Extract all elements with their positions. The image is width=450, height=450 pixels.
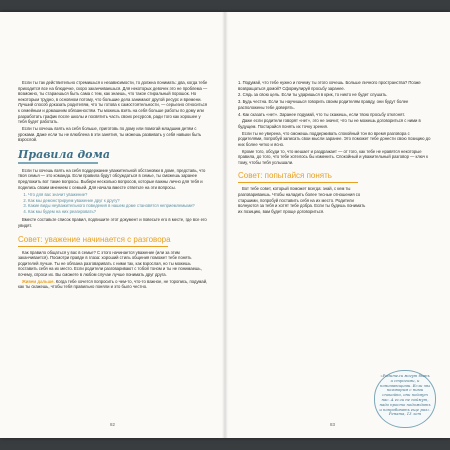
rules-heading: Правила дома [18, 147, 111, 161]
left-page [18, 80, 210, 291]
page-number-right: 83 [330, 422, 336, 427]
right-body-paragraph-3: Кроме того, обсуди то, что мешает и раздражает — от того, как тебе не нравятся некоторые правила, до того, что тебе хотелось бы изменить. Спокойный и уважительный разговор — ключ к тому, чтобы тебя услышали. [238, 148, 429, 165]
advice-body-left: Как правило общаться у вас в семье? С этого начинается уважение (или за этим заканчивается). Посмотри правде в глаза: хороший стиль общения поможет тебе понять родителей лучше. Ты не обязана разговаривать с ними так, как взрослая, но ты можешь поставить себя на их место. Если родители разговаривают с тобой тоном и ты не понимаешь, почему, спроси их. Вы сможете в любом случае лучше понимать друг друга. [18, 249, 202, 278]
right-numbered-list [238, 80, 434, 117]
rules-body: Если ты хочешь взять на себя поддержание уважительной обстановки в доме, представь, что твоя семья — это команда. Если правила будут обсуждаться в семье, ты сможешь заранее предложить вот такие вопросы. Выбери несколько вопросов, которые важны лично для тебя и поделись своим мнением с семьей. Для начала вместе ответьте на эти вопросы. [18, 167, 206, 190]
numbered-item: 2. Сядь за свою цель. Если ты ударишься в крик, то никто не будет слушать. [238, 92, 388, 98]
advice-heading-left-rule [18, 246, 168, 247]
rules-question-list [18, 192, 210, 214]
book-spread [0, 12, 450, 438]
right-body-paragraph-1: Даже если родители говорят «нет», это не значит, что ты не можешь договориться с ними в будущем. Постарайся понять их точку зрения. [238, 118, 421, 129]
advice-tail-left [18, 279, 210, 290]
rules-question-item: 4. Как мы будем на них реагировать? [28, 209, 210, 215]
page-number-left: 82 [110, 422, 116, 427]
numbered-item: 3. Будь честна. Если ты научишься говорить своим родителям правду, они будут более расположены тебе доверять. [238, 99, 409, 110]
advice-lead: Живем дальше. [22, 278, 55, 284]
advice-heading-right-rule [238, 182, 358, 183]
right-page [238, 80, 434, 216]
advice-heading-right: Совет: попытайся понять [238, 171, 332, 181]
rules-question-item: 2. Как мы демонстрируем уважение друг к другу? [28, 198, 210, 204]
numbered-item: 1. Подумай, что тебе нужно и почему ты этого хочешь. Больше личного пространства? Позже возвращаться домой? Сформулируй просьбу заранее. [238, 80, 421, 91]
advice-heading-left: Совет: уважение начинается с разговора [18, 234, 171, 244]
rules-heading-underline [18, 162, 98, 164]
right-body-paragraph-2: Если ты не уверена, что сможешь поддерживать спокойный тон во время разговора с родителями, попробуй записать свои мысли заранее. Это поможет тебе донести свою позицию до них более четко и ясно. [238, 130, 431, 147]
quote-bubble: «Родители могут быть и строгими, и понимающими. Если мы поговорим с ними спокойно, они поймут нас. А если не поймут, надо просто подождать и попробовать еще раз». Рената, 13 лет [374, 370, 436, 428]
advice-tail-text: Когда тебе хочется попросить о чем-то, что-то важное, не торопись, подумай, как ты скажешь, чтобы тебя правильно поняли и это было честно. [18, 278, 208, 290]
numbered-item: 4. Как сказать «нет». Заранее подумай, что ты скажешь, если твою просьбу отклонят. [238, 111, 405, 117]
book-gutter [222, 12, 228, 438]
advice-body-right: Вот тебе совет, который поможет всегда: знай, с кем ты разговариваешь. Чтобы наладить более тесные отношения со старшими, попробуй поставить себя на их место. Родители волнуются за тебя и хотят тебе добра. Если ты будешь понимать их позицию, вам будет проще договориться. [238, 186, 366, 214]
left-intro-paragraph-2: Если ты хочешь взять на себя больше, приготовь по дому или помогай младшим детям с уроками. Даже если ты не влюблена в эти занятия, ты можешь развивать у себя навыки быть взрослой. [18, 125, 202, 143]
rules-question-item: 3. Какие виды неуважительного поведения в нашем доме становятся неприемлемыми? [28, 203, 210, 209]
rules-question-item: 1. Что для вас значит уважение? [28, 192, 210, 198]
rules-after: Вместе составьте список правил, подпишите этот документ и повесьте его в месте, где все его увидят. [18, 217, 207, 229]
left-intro-paragraph-1: Если ты так действительно стремишься к независимости, то должна понимать: два, когда тебе приходится все на блюдечке, скоро заканчиваешься. Для некоторых девочек это не проблема — возможно, ты стараешься быть сама с тем, как знаешь, что такое стиральный порошок. Но некоторым трудно, в основном потому, что большие дела занимают другой ресурс и времени. Лучший способ доказать родителям, что ты готова к самостоятельности, — серьезно относиться к семейным и домашним обязанностям. Ты можешь взять на себя больше работы по дому или разработать график после школы и посвятить часть своих ресурсов, ради того как хорошее у тебя будет работать. [18, 80, 208, 125]
